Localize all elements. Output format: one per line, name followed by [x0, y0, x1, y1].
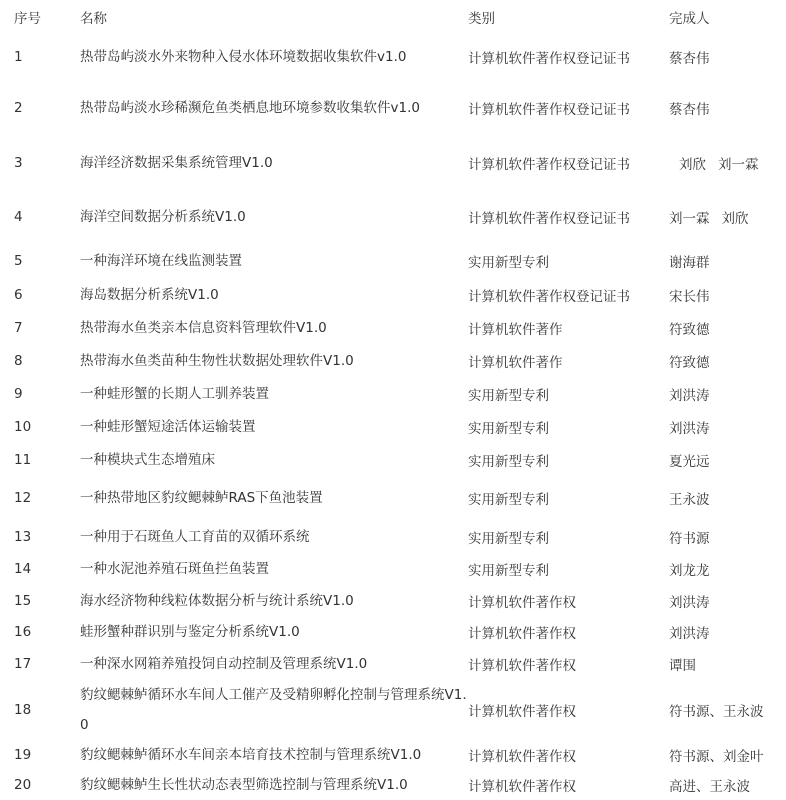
row-category: 计算机软件著作权	[468, 779, 576, 795]
row-category: 计算机软件著作权	[468, 704, 576, 720]
row-name: 豹纹鳃棘鲈生长性状动态表型筛选控制与管理系统V1.0	[80, 777, 408, 793]
row-category: 计算机软件著作权	[468, 626, 576, 642]
table-row	[0, 34, 786, 80]
row-owner: 高进、王永波	[669, 779, 750, 795]
row-number: 5	[14, 253, 23, 269]
table-row	[0, 410, 786, 443]
row-name: 热带岛屿淡水外来物种入侵水体环境数据收集软件v1.0	[80, 49, 407, 65]
row-number: 15	[14, 592, 32, 609]
row-owner: 刘洪涛	[669, 387, 710, 404]
row-name: 一种蛙形蟹的长期人工驯养装置	[80, 385, 269, 402]
row-category: 计算机软件著作	[468, 321, 563, 338]
row-owner: 谢海群	[669, 255, 710, 271]
row-owner: 王永波	[669, 492, 710, 508]
row-category: 实用新型专利	[468, 420, 549, 437]
table-row	[0, 647, 786, 680]
row-name: 一种热带地区豹纹鳃棘鲈RAS下鱼池装置	[80, 490, 323, 506]
row-number: 16	[14, 624, 32, 640]
row-category: 实用新型专利	[468, 492, 549, 508]
header-category: 类别	[468, 11, 495, 27]
row-name: 海岛数据分析系统V1.0	[80, 286, 219, 303]
table-header-row	[0, 0, 786, 34]
table-row	[0, 136, 786, 190]
header-name: 名称	[80, 11, 107, 27]
row-name: 海洋经济数据采集系统管理V1.0	[80, 155, 273, 171]
row-name: 豹纹鳃棘鲈循环水车间亲本培育技术控制与管理系统V1.0	[80, 747, 422, 763]
row-number: 3	[14, 155, 23, 171]
table-body	[0, 34, 786, 800]
row-category: 计算机软件著作权	[468, 749, 576, 765]
row-owner: 谭围	[669, 657, 696, 674]
owner-secondary: 刘欣	[721, 211, 749, 227]
row-name: 蛙形蟹种群识别与鉴定分析系统V1.0	[80, 624, 300, 640]
row-owner: 刘洪涛	[669, 626, 710, 642]
row-owner: 刘洪涛	[669, 594, 710, 611]
row-name: 一种水泥池养殖石斑鱼拦鱼装置	[80, 561, 269, 577]
row-name: 一种深水网箱养殖投饲自动控制及管理系统V1.0	[80, 655, 368, 672]
table-row	[0, 244, 786, 278]
row-number: 1	[14, 49, 23, 65]
row-owner: 蔡杏伟	[669, 102, 710, 118]
header-owner: 完成人	[669, 11, 710, 27]
row-category: 计算机软件著作权	[468, 594, 576, 611]
row-number: 20	[14, 777, 32, 793]
row-category: 实用新型专利	[468, 453, 549, 470]
row-category: 计算机软件著作权登记证书	[468, 102, 630, 118]
row-owner	[669, 136, 786, 190]
row-number: 8	[14, 352, 23, 369]
row-owner: 符致德	[669, 321, 710, 338]
row-number: 17	[14, 655, 32, 672]
row-owner: 夏光远	[669, 453, 710, 470]
row-category: 实用新型专利	[468, 531, 549, 547]
table-row	[0, 554, 786, 584]
owner-primary: 刘欣	[679, 157, 706, 173]
row-number: 9	[14, 385, 23, 402]
row-number: 7	[14, 319, 23, 336]
table-row	[0, 617, 786, 647]
row-number: 14	[14, 561, 32, 577]
row-category: 实用新型专利	[468, 255, 549, 271]
row-number: 11	[14, 451, 32, 468]
table-row	[0, 311, 786, 344]
row-number: 10	[14, 418, 32, 435]
row-owner: 符致德	[669, 354, 710, 371]
row-category: 计算机软件著作权登记证书	[468, 211, 630, 227]
owner-primary: 刘一霖	[669, 211, 710, 227]
row-number: 18	[14, 702, 32, 718]
owner-secondary: 刘一霖	[718, 157, 759, 173]
row-category: 计算机软件著作权登记证书	[468, 157, 630, 173]
row-name: 海洋空间数据分析系统V1.0	[80, 209, 246, 225]
row-owner: 符书源、王永波	[669, 704, 764, 720]
row-owner: 符书源	[669, 531, 710, 547]
table-row	[0, 520, 786, 554]
table-row	[0, 377, 786, 410]
row-name: 一种蛙形蟹短途活体运输装置	[80, 418, 256, 435]
row-name: 热带海水鱼类亲本信息资料管理软件V1.0	[80, 319, 327, 336]
row-name: 海水经济物种线粒体数据分析与统计系统V1.0	[80, 592, 354, 609]
row-category: 计算机软件著作权登记证书	[468, 288, 630, 305]
table-row	[0, 770, 786, 800]
table-row	[0, 680, 786, 740]
table-row	[0, 584, 786, 617]
row-number: 13	[14, 529, 32, 545]
row-owner: 符书源、刘金叶	[669, 749, 764, 765]
row-number: 2	[14, 100, 23, 116]
table-row	[0, 443, 786, 476]
row-name: 一种用于石斑鱼人工育苗的双循环系统	[80, 529, 310, 545]
row-name: 一种模块式生态增殖床	[80, 451, 215, 468]
row-number: 12	[14, 490, 32, 506]
row-owner: 蔡杏伟	[669, 51, 710, 67]
table-row	[0, 190, 786, 244]
table-row	[0, 476, 786, 520]
row-category: 计算机软件著作权	[468, 657, 576, 674]
row-name: 一种海洋环境在线监测装置	[80, 253, 242, 269]
table-row	[0, 80, 786, 136]
header-no: 序号	[14, 11, 41, 27]
row-category: 实用新型专利	[468, 387, 549, 404]
row-category: 计算机软件著作	[468, 354, 563, 371]
row-name: 豹纹鳃棘鲈循环水车间人工催产及受精卵孵化控制与管理系统V1.0	[80, 687, 467, 733]
row-number: 4	[14, 209, 23, 225]
table-row	[0, 740, 786, 770]
row-owner: 刘洪涛	[669, 420, 710, 437]
row-category: 实用新型专利	[468, 563, 549, 579]
row-owner: 宋长伟	[669, 288, 710, 305]
table-row	[0, 344, 786, 377]
row-owner	[669, 190, 786, 244]
row-name: 热带岛屿淡水珍稀濒危鱼类栖息地环境参数收集软件v1.0	[80, 100, 420, 116]
row-owner: 刘龙龙	[669, 563, 710, 579]
row-number: 19	[14, 747, 32, 763]
row-number: 6	[14, 286, 23, 303]
row-category: 计算机软件著作权登记证书	[468, 51, 630, 67]
table-row	[0, 278, 786, 311]
row-name: 热带海水鱼类苗种生物性状数据处理软件V1.0	[80, 352, 354, 369]
